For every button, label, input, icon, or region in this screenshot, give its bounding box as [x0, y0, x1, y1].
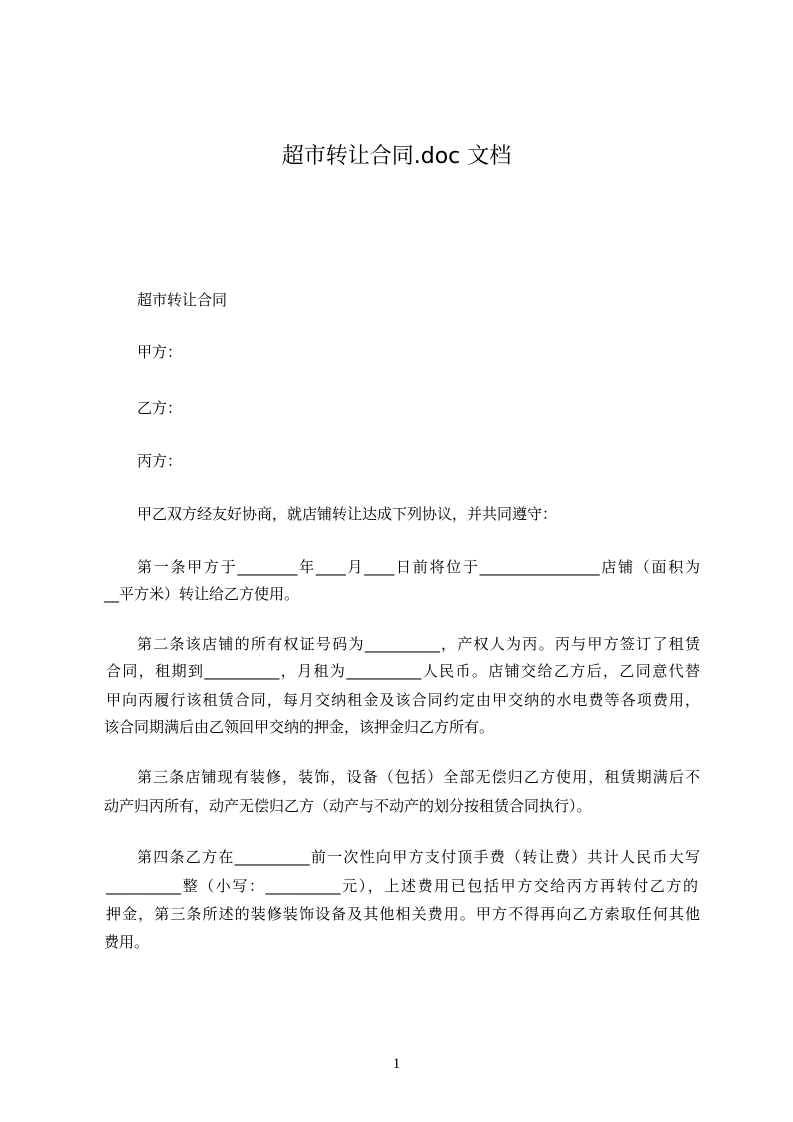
article3-line: 动产归丙所有，动产无偿归乙方（动产与不动产的划分按租赁合同执行）。	[104, 797, 592, 815]
party-a-label: 甲方：	[137, 343, 183, 361]
intro-paragraph: 甲乙双方经友好协商，就店铺转让达成下列协议，并共同遵守：	[137, 505, 558, 523]
article1-line: 第一条甲方于________年____月____日前将位于________________店铺（面积为	[137, 558, 700, 576]
article2-line: 该合同期满后由乙领回甲交纳的押金，该押金归乙方所有。	[104, 718, 495, 736]
contract-heading: 超市转让合同	[137, 291, 228, 309]
page-number: 1	[392, 1056, 401, 1072]
article2-line: 甲向丙履行该租赁合同，每月交纳租金及该合同约定由甲交纳的水电费等各项费用，	[106, 691, 700, 709]
article4-line: 第四条乙方在__________前一次性向甲方支付顶手费（转让费）共计人民币大写	[137, 848, 700, 866]
article4-line: 费用。	[104, 933, 150, 951]
article3-line: 第三条店铺现有装修，装饰，设备（包括）全部无偿归乙方使用，租赁期满后不	[137, 768, 700, 786]
article4-line: __________整（小写：__________元），上述费用已包括甲方交给丙方再转付乙方的	[106, 877, 698, 895]
article2-line: 第二条该店铺的所有权证号码为__________，产权人为丙。丙与甲方签订了租赁	[137, 635, 700, 653]
party-c-label: 丙方：	[137, 452, 183, 470]
article4-line: 押金，第三条所述的装修装饰设备及其他相关费用。甲方不得再向乙方索取任何其他	[106, 905, 700, 923]
article2-line: 合同，租期到__________，月租为__________人民币。店铺交给乙方后，乙同意代替	[106, 662, 700, 680]
document-title: 超市转让合同.doc 文档	[281, 144, 512, 169]
party-b-label: 乙方：	[137, 399, 183, 417]
article1-line: __平方米）转让给乙方使用。	[104, 585, 300, 603]
